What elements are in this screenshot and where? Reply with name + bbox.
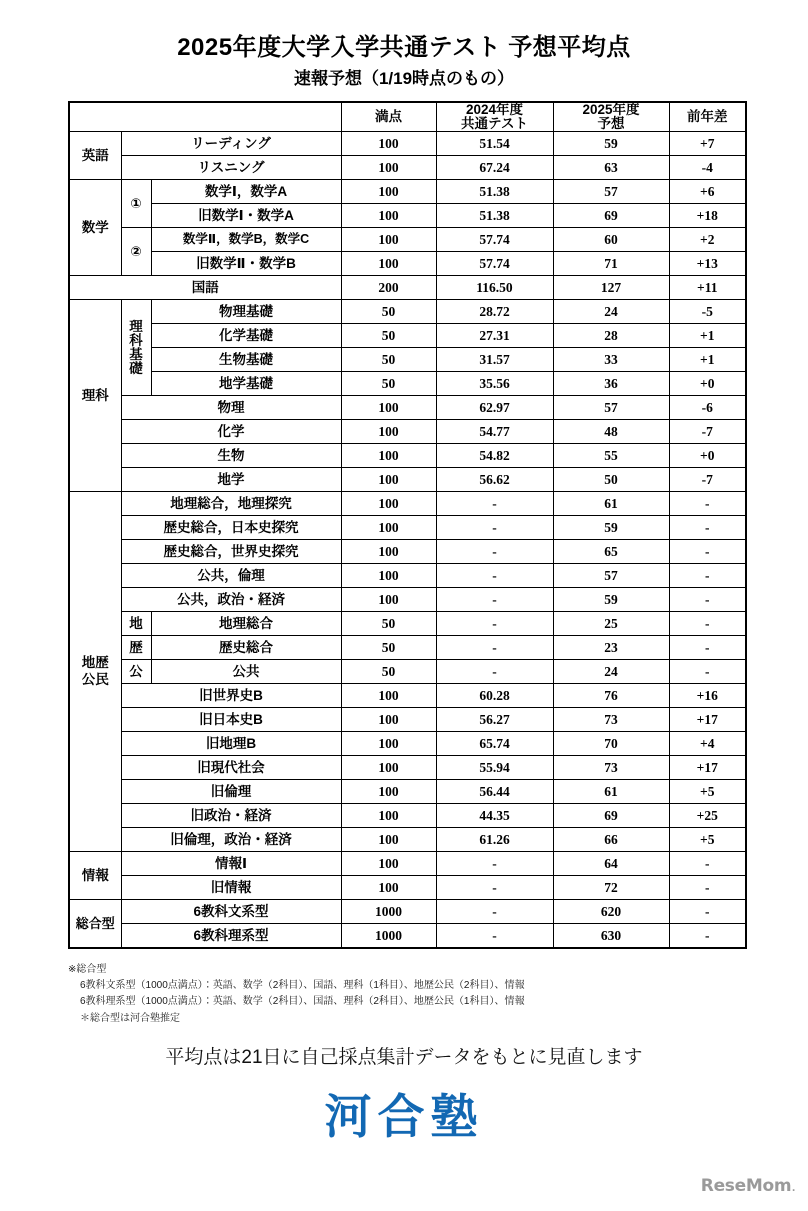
cell-2025: 64 <box>553 852 669 876</box>
cell-manten: 100 <box>341 852 436 876</box>
subject-name: 旧数学Ⅱ・数学B <box>151 252 341 276</box>
cell-manten: 100 <box>341 564 436 588</box>
cell-2025: 57 <box>553 396 669 420</box>
cell-2024: 57.74 <box>436 252 553 276</box>
cell-2025: 63 <box>553 156 669 180</box>
cell-diff: - <box>669 588 746 612</box>
cell-diff: +7 <box>669 132 746 156</box>
subject-name: 旧倫理 <box>121 780 341 804</box>
vert-char: 理 <box>129 318 143 334</box>
cell-2024: 51.38 <box>436 180 553 204</box>
subject-name: 地理総合，地理探究 <box>121 492 341 516</box>
cell-2025: 61 <box>553 492 669 516</box>
cell-diff: +5 <box>669 828 746 852</box>
cell-2024: - <box>436 492 553 516</box>
bottom-message: 平均点は21日に自己採点集計データをもとに見直します <box>165 1047 643 1068</box>
cell-2025: 28 <box>553 324 669 348</box>
table-row <box>69 444 746 468</box>
cell-2024: 54.77 <box>436 420 553 444</box>
footnote-line-2: 6教科文系型（1000点満点）：英語、数学（2科目）、国語、理科（1科目）、地歴公民（2科目）、情報 <box>80 980 525 992</box>
cell-2025: 23 <box>553 636 669 660</box>
header-blank <box>69 102 341 132</box>
social-sub-marker-chiri: 地 <box>121 612 151 636</box>
subject-name: 公共，倫理 <box>121 564 341 588</box>
cell-2024: 56.27 <box>436 708 553 732</box>
table-row <box>69 492 746 516</box>
header-2024-line2: 共通テスト <box>461 116 528 132</box>
subject-name: 生物 <box>121 444 341 468</box>
table-header <box>69 102 746 132</box>
vert-char: 礎 <box>129 361 143 377</box>
cell-manten: 100 <box>341 180 436 204</box>
cell-diff: -4 <box>669 156 746 180</box>
cell-2025: 48 <box>553 420 669 444</box>
cell-diff: +0 <box>669 372 746 396</box>
cell-2024: - <box>436 612 553 636</box>
cell-diff: +18 <box>669 204 746 228</box>
subject-name: 情報Ⅰ <box>121 852 341 876</box>
cell-manten: 50 <box>341 348 436 372</box>
subject-name: 公共 <box>151 660 341 684</box>
category-information: 情報 <box>69 852 121 900</box>
cell-diff: +17 <box>669 708 746 732</box>
subject-name: 旧政治・経済 <box>121 804 341 828</box>
cell-manten: 100 <box>341 780 436 804</box>
cell-manten: 100 <box>341 204 436 228</box>
science-basic-vertical-label <box>121 300 151 396</box>
cell-2024: - <box>436 660 553 684</box>
cell-2024: - <box>436 900 553 924</box>
cell-manten: 100 <box>341 732 436 756</box>
table-body <box>69 132 746 949</box>
cell-2025: 57 <box>553 564 669 588</box>
cell-2025: 69 <box>553 804 669 828</box>
cell-diff: -5 <box>669 300 746 324</box>
cell-2024: - <box>436 564 553 588</box>
cell-diff: +17 <box>669 756 746 780</box>
footnote-line-4: ＊総合型は河合塾推定 <box>80 1012 180 1024</box>
cell-2024: 54.82 <box>436 444 553 468</box>
table-row <box>69 804 746 828</box>
cell-2025: 24 <box>553 300 669 324</box>
cell-2024: 62.97 <box>436 396 553 420</box>
table-row <box>69 900 746 924</box>
cell-2025: 127 <box>553 276 669 300</box>
table-row <box>69 204 746 228</box>
header-2024 <box>436 102 553 132</box>
cell-2025: 66 <box>553 828 669 852</box>
subject-name: 化学 <box>121 420 341 444</box>
subject-name: 旧情報 <box>121 876 341 900</box>
cell-diff: +0 <box>669 444 746 468</box>
cell-manten: 100 <box>341 444 436 468</box>
subject-name: 6教科文系型 <box>121 900 341 924</box>
header-2024-line1: 2024年度 <box>465 102 524 117</box>
category-kokugo: 国語 <box>69 276 341 300</box>
cell-diff: +13 <box>669 252 746 276</box>
subject-name: 数学Ⅰ，数学A <box>151 180 341 204</box>
cell-2025: 57 <box>553 180 669 204</box>
cell-manten: 100 <box>341 492 436 516</box>
cell-2024: 28.72 <box>436 300 553 324</box>
table-row <box>69 420 746 444</box>
category-total-type: 総合型 <box>69 900 121 949</box>
cell-2024: 57.74 <box>436 228 553 252</box>
cell-diff: +11 <box>669 276 746 300</box>
page-subtitle: 速報予想（1/19時点のもの） <box>293 69 515 88</box>
cell-2024: 65.74 <box>436 732 553 756</box>
cell-diff: +5 <box>669 780 746 804</box>
table-row <box>69 852 746 876</box>
subject-name: 生物基礎 <box>151 348 341 372</box>
scores-table-wrapper <box>68 101 745 949</box>
cell-2024: - <box>436 852 553 876</box>
vert-char: 基 <box>129 346 143 362</box>
subject-name: 数学Ⅱ，数学B，数学C <box>151 228 341 252</box>
subject-name: 公共，政治・経済 <box>121 588 341 612</box>
cell-manten: 50 <box>341 300 436 324</box>
cell-diff: +2 <box>669 228 746 252</box>
cell-2024: - <box>436 876 553 900</box>
table-row <box>69 780 746 804</box>
subject-name: 旧倫理，政治・経済 <box>121 828 341 852</box>
table-row <box>69 924 746 949</box>
subject-name: 旧日本史B <box>121 708 341 732</box>
cell-diff: - <box>669 540 746 564</box>
cell-manten: 1000 <box>341 900 436 924</box>
cell-2025: 620 <box>553 900 669 924</box>
cell-2024: 56.62 <box>436 468 553 492</box>
table-row <box>69 324 746 348</box>
cell-2024: 55.94 <box>436 756 553 780</box>
cell-manten: 100 <box>341 540 436 564</box>
cell-diff: - <box>669 660 746 684</box>
cell-2025: 59 <box>553 588 669 612</box>
table-row <box>69 540 746 564</box>
cell-manten: 200 <box>341 276 436 300</box>
subject-name: 歴史総合 <box>151 636 341 660</box>
category-line2: 公民 <box>81 671 109 687</box>
cell-manten: 50 <box>341 660 436 684</box>
cell-2025: 71 <box>553 252 669 276</box>
table-row <box>69 828 746 852</box>
subject-name: 歴史総合，日本史探究 <box>121 516 341 540</box>
cell-2025: 59 <box>553 132 669 156</box>
math-group-1-marker: ① <box>121 180 151 228</box>
cell-manten: 100 <box>341 684 436 708</box>
table-row <box>69 348 746 372</box>
cell-manten: 50 <box>341 612 436 636</box>
cell-2024: 51.38 <box>436 204 553 228</box>
cell-2025: 33 <box>553 348 669 372</box>
cell-2025: 55 <box>553 444 669 468</box>
cell-2025: 76 <box>553 684 669 708</box>
subject-name: 物理基礎 <box>151 300 341 324</box>
footnote-line-3: 6教科理系型（1000点満点）：英語、数学（2科目）、国語、理科（2科目）、地歴公民（1科目）、情報 <box>80 996 525 1008</box>
category-science: 理科 <box>69 300 121 492</box>
table-row <box>69 684 746 708</box>
cell-manten: 50 <box>341 324 436 348</box>
table-row <box>69 180 746 204</box>
subject-name: 物理 <box>121 396 341 420</box>
table-row <box>69 588 746 612</box>
cell-manten: 100 <box>341 804 436 828</box>
cell-diff: -6 <box>669 396 746 420</box>
watermark-text: ReseMom <box>700 1176 792 1196</box>
table-row <box>69 612 746 636</box>
cell-manten: 1000 <box>341 924 436 949</box>
cell-2024: 44.35 <box>436 804 553 828</box>
cell-2025: 69 <box>553 204 669 228</box>
subject-name: 旧数学Ⅰ・数学A <box>151 204 341 228</box>
social-sub-marker-kokyo: 公 <box>121 660 151 684</box>
subject-name: 歴史総合，世界史探究 <box>121 540 341 564</box>
watermark-dot: . <box>791 1176 796 1195</box>
subject-name: 地理総合 <box>151 612 341 636</box>
cell-2024: - <box>436 636 553 660</box>
cell-diff: +1 <box>669 348 746 372</box>
table-row <box>69 636 746 660</box>
subject-name: 6教科理系型 <box>121 924 341 949</box>
logo-text: 河合塾 <box>324 1090 484 1145</box>
cell-manten: 50 <box>341 636 436 660</box>
cell-diff: - <box>669 516 746 540</box>
cell-2025: 50 <box>553 468 669 492</box>
table-row <box>69 756 746 780</box>
table-row <box>69 732 746 756</box>
header-2025-line2: 予想 <box>597 116 625 132</box>
kawaijuku-logo <box>0 1090 808 1145</box>
cell-2025: 60 <box>553 228 669 252</box>
resemom-watermark <box>701 1176 796 1196</box>
table-row <box>69 156 746 180</box>
table-row <box>69 564 746 588</box>
cell-diff: - <box>669 852 746 876</box>
cell-manten: 100 <box>341 828 436 852</box>
cell-manten: 50 <box>341 372 436 396</box>
category-math: 数学 <box>69 180 121 276</box>
cell-diff: -7 <box>669 420 746 444</box>
cell-2024: 61.26 <box>436 828 553 852</box>
cell-2025: 630 <box>553 924 669 949</box>
cell-2025: 24 <box>553 660 669 684</box>
cell-2024: 116.50 <box>436 276 553 300</box>
cell-diff: +4 <box>669 732 746 756</box>
cell-2024: - <box>436 924 553 949</box>
subject-name: リーディング <box>121 132 341 156</box>
header-manten: 満点 <box>341 102 436 132</box>
cell-manten: 100 <box>341 228 436 252</box>
cell-diff: - <box>669 492 746 516</box>
cell-2024: 35.56 <box>436 372 553 396</box>
header-2025 <box>553 102 669 132</box>
cell-2025: 59 <box>553 516 669 540</box>
category-social-studies <box>69 492 121 852</box>
cell-diff: -7 <box>669 468 746 492</box>
cell-manten: 100 <box>341 708 436 732</box>
cell-diff: +1 <box>669 324 746 348</box>
cell-diff: - <box>669 924 746 949</box>
cell-manten: 100 <box>341 876 436 900</box>
cell-manten: 100 <box>341 588 436 612</box>
cell-2025: 65 <box>553 540 669 564</box>
table-row <box>69 300 746 324</box>
cell-2025: 73 <box>553 756 669 780</box>
table-row <box>69 132 746 156</box>
page-title: 2025年度大学入学共通テスト 予想平均点 <box>177 34 631 61</box>
subject-name: リスニング <box>121 156 341 180</box>
cell-2025: 70 <box>553 732 669 756</box>
cell-2025: 61 <box>553 780 669 804</box>
cell-manten: 100 <box>341 468 436 492</box>
footnote-line-1: ※総合型 <box>68 964 107 975</box>
cell-2024: 27.31 <box>436 324 553 348</box>
header-diff: 前年差 <box>669 102 746 132</box>
table-row <box>69 372 746 396</box>
cell-2024: - <box>436 540 553 564</box>
category-english: 英語 <box>69 132 121 180</box>
table-row <box>69 228 746 252</box>
subject-name: 地学 <box>121 468 341 492</box>
table-row <box>69 276 746 300</box>
cell-2024: - <box>436 588 553 612</box>
cell-manten: 100 <box>341 252 436 276</box>
cell-2024: 56.44 <box>436 780 553 804</box>
cell-2024: 51.54 <box>436 132 553 156</box>
cell-diff: - <box>669 612 746 636</box>
cell-2025: 25 <box>553 612 669 636</box>
cell-manten: 100 <box>341 516 436 540</box>
cell-diff: - <box>669 636 746 660</box>
cell-2025: 36 <box>553 372 669 396</box>
subject-name: 旧世界史B <box>121 684 341 708</box>
table-row <box>69 396 746 420</box>
social-sub-marker-rekishi: 歴 <box>121 636 151 660</box>
cell-diff: - <box>669 876 746 900</box>
header-2025-line1: 2025年度 <box>582 102 640 117</box>
table-row <box>69 516 746 540</box>
cell-diff: - <box>669 900 746 924</box>
subject-name: 旧地理B <box>121 732 341 756</box>
subject-name: 旧現代社会 <box>121 756 341 780</box>
cell-2024: 60.28 <box>436 684 553 708</box>
table-row <box>69 876 746 900</box>
footnotes <box>68 962 758 1027</box>
category-line1: 地歴 <box>81 654 109 670</box>
math-group-2-marker: ② <box>121 228 151 276</box>
cell-manten: 100 <box>341 756 436 780</box>
subject-name: 化学基礎 <box>151 324 341 348</box>
cell-2024: - <box>436 516 553 540</box>
table-row <box>69 708 746 732</box>
cell-manten: 100 <box>341 420 436 444</box>
cell-diff: - <box>669 564 746 588</box>
cell-diff: +6 <box>669 180 746 204</box>
cell-2024: 31.57 <box>436 348 553 372</box>
cell-2025: 72 <box>553 876 669 900</box>
cell-2025: 73 <box>553 708 669 732</box>
cell-diff: +25 <box>669 804 746 828</box>
table-row <box>69 660 746 684</box>
cell-manten: 100 <box>341 396 436 420</box>
cell-manten: 100 <box>341 156 436 180</box>
cell-diff: +16 <box>669 684 746 708</box>
cell-manten: 100 <box>341 132 436 156</box>
subject-name: 地学基礎 <box>151 372 341 396</box>
cell-2024: 67.24 <box>436 156 553 180</box>
scores-table <box>68 101 747 949</box>
table-row <box>69 468 746 492</box>
vert-char: 科 <box>129 332 143 348</box>
table-row <box>69 252 746 276</box>
